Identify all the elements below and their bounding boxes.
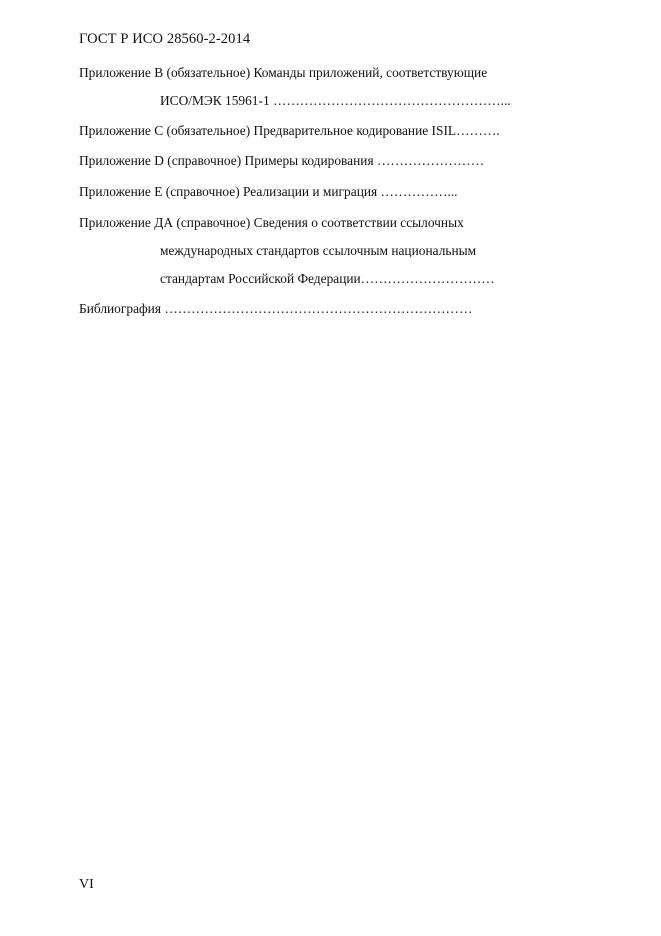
toc-entry-line: международных стандартов ссылочным национальным	[160, 243, 477, 258]
page-number: VI	[79, 877, 94, 892]
toc-entry-line: Приложение D (справочное) Примеры кодирования ……………………	[79, 153, 485, 168]
toc-entry-line: Приложение В (обязательное) Команды приложений, соответствующие	[79, 65, 488, 80]
toc-entry-line: Приложение ДА (справочное) Сведения о соответствии ссылочных	[79, 215, 464, 230]
toc-entry-line: Библиография ……………………………………………………………	[79, 301, 473, 316]
toc-entry-line: Приложение Е (справочное) Реализации и миграция ……………...	[79, 184, 458, 199]
toc-entry-line: ИСО/МЭК 15961-1 ……………………………………………...	[160, 93, 511, 108]
toc-entry-line: Приложение С (обязательное) Предварительное кодирование ISIL……….	[79, 123, 500, 138]
document-header: ГОСТ Р ИСО 28560-2-2014	[79, 31, 251, 47]
toc-entry-line: стандартам Российской Федерации…………………………	[160, 271, 495, 286]
